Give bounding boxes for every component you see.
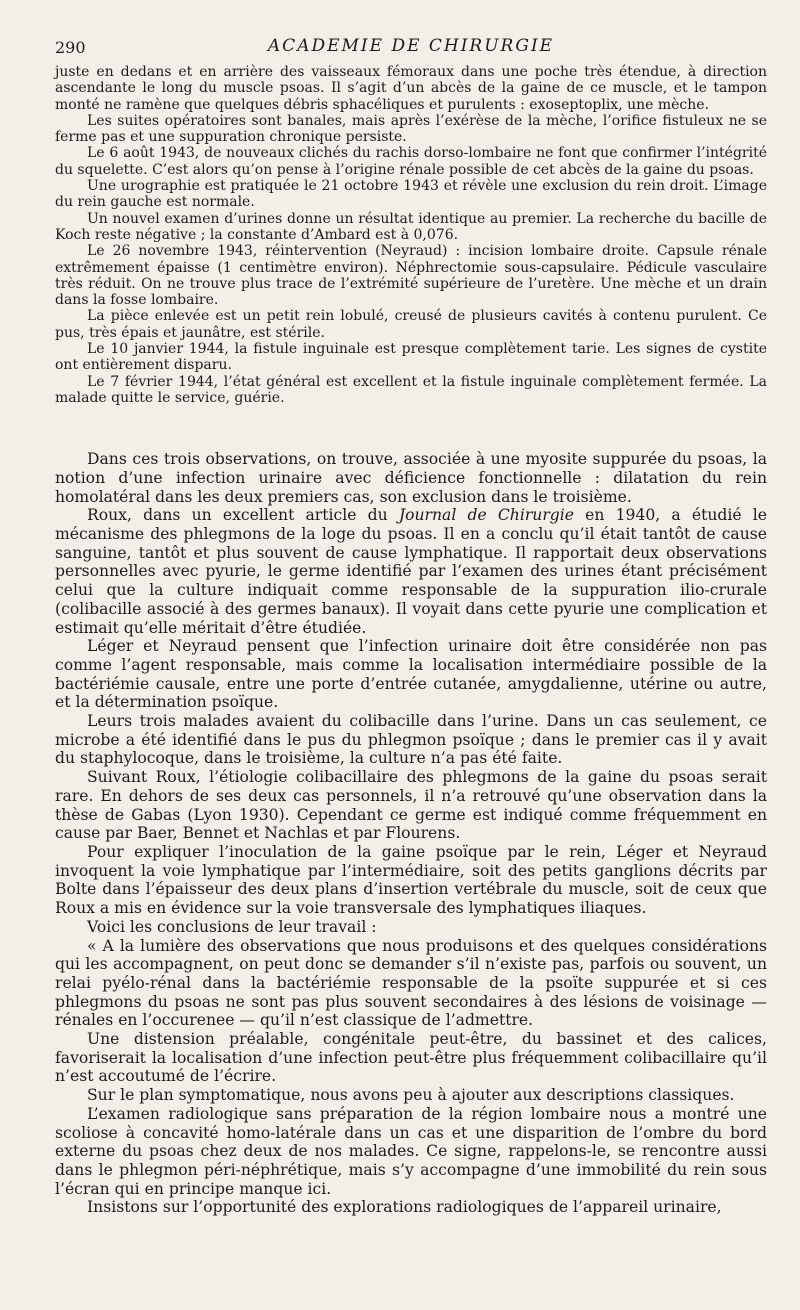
observation-paragraph: Un nouvel examen d’urines donne un résultat identique au premier. La recherche du bacille de Koch reste négative ; la constante d’Ambard est à 0,076. xyxy=(55,210,767,243)
quotation-paragraph: Une distension préalable, congénitale peut-être, du bassinet et des calices, favoriserait la localisation d’une infection peut-être plus fréquemment colibacillaire qu’il n’est accoutumé de l’écrire. xyxy=(55,1030,767,1086)
observation-paragraph: juste en dedans et en arrière des vaisseaux fémoraux dans une poche très étendue, à direction ascendante le long du muscle psoas. Il s’agit d’un abcès de la gaine de ce muscle, et le tampon monté ne ramène que quelques débris sphacéliques et purulents : exoseptoplix, une mèche. xyxy=(55,64,767,113)
journal-page xyxy=(55,32,767,1217)
observation-paragraph: Le 26 novembre 1943, réintervention (Neyraud) : incision lombaire droite. Capsule rénale extrêmement épaisse (1 centimètre environ). Néphrectomie sous-capsulaire. Pédicule vasculaire très réduit. On ne trouve plus trace de l’extrémité supérieure de l’uretère. Une mèche et un drain dans la fosse lombaire. xyxy=(55,243,767,309)
discussion-paragraph: Leurs trois malades avaient du colibacille dans l’urine. Dans un cas seulement, ce microbe a été identifié dans le pus du phlegmon psoïque ; dans le premier cas il y avait du staphylocoque, dans le troisième, la culture n’a pas été faite. xyxy=(55,712,767,768)
discussion-paragraph: Dans ces trois observations, on trouve, associée à une myosite suppurée du psoas, la notion d’une infection urinaire avec déficience fonctionnelle : dilatation du rein homolatéral dans les deux premiers cas, son exclusion dans le troisième. xyxy=(55,450,767,506)
quotation-paragraph: L’examen radiologique sans préparation de la région lombaire nous a montré une scoliose à concavité homo-latérale dans un cas et une disparition de l’ombre du bord externe du psoas chez deux de nos malades. Ce signe, rappelons-le, se rencontre aussi dans le phlegmon péri-néphrétique, mais s’y accompagne d’une immobilité du rein sous l’écran qui en principe manque ici. xyxy=(55,1104,767,1198)
observation-paragraph: Le 6 août 1943, de nouveaux clichés du rachis dorso-lombaire ne font que confirmer l’intégrité du squelette. C’est alors qu’on pense à l’origine rénale possible de cet abcès de la gaine du psoas. xyxy=(55,145,767,178)
discussion-paragraph: Voici les conclusions de leur travail : xyxy=(87,917,377,936)
quotation-paragraph: Sur le plan symptomatique, nous avons peu à ajouter aux descriptions classiques. xyxy=(87,1086,735,1105)
discussion-paragraph-roux xyxy=(55,506,767,637)
observation-paragraph: Une urographie est pratiquée le 21 octobre 1943 et révèle une exclusion du rein droit. L’image du rein gauche est normale. xyxy=(55,178,767,211)
quotation-paragraph: Insistons sur l’opportunité des explorations radiologiques de l’appareil urinaire, xyxy=(87,1198,722,1217)
observation-paragraph: La pièce enlevée est un petit rein lobulé, creusé de plusieurs cavités à contenu purulent. Ce pus, très épais et jaunâtre, est stérile. xyxy=(55,308,767,341)
observation-paragraph: Les suites opératoires sont banales, mais après l’exérèse de la mèche, l’orifice fistuleux ne se ferme pas et une suppuration chronique persiste. xyxy=(55,112,767,146)
discussion-paragraph: Léger et Neyraud pensent que l’infection urinaire doit être considérée non pas comme l’agent responsable, mais comme la localisation intermédiaire possible de la bactériémie causale, entre une porte d’entrée cutanée, amygdalienne, utérine ou autre, et la détermination psoïque. xyxy=(55,637,767,712)
running-title: ACADEMIE DE CHIRURGIE xyxy=(267,36,555,56)
text-run: Roux, dans un excellent article du xyxy=(87,506,399,525)
discussion-paragraph: Pour expliquer l’inoculation de la gaine psoïque par le rein, Léger et Neyraud invoquent la voie lymphatique par l’intermédiaire, soit des petits ganglions décrits par Bolte dans l’épaisseur des deux plans d’insertion vertébrale du muscle, soit de ceux que Roux a mis en évidence sur la voie transversale des lymphatiques iliaques. xyxy=(55,843,767,918)
discussion-section xyxy=(55,450,767,1217)
observation-paragraph: Le 10 janvier 1944, la fistule inguinale est presque complètement tarie. Les signes de cystite ont entièrement disparu. xyxy=(55,341,767,374)
page-header xyxy=(55,32,767,64)
text-run: en 1940, a étudié le mécanisme des phlegmons de la loge du psoas. Il en a conclu qu’il était tantôt de cause sanguine, tantôt et plus souvent de cause lymphatique. Il rapportait deux observations personnelles avec pyurie, le germe identifié par l’examen des urines étant précisément celui que la culture indiquait comme responsable de la suppuration ilio-crurale (colibacille associé à des germes banaux). Il voyait dans cette pyurie une complication et estimait qu’elle méritait d’être étudiée. xyxy=(55,506,767,637)
discussion-paragraph: Suivant Roux, l’étiologie colibacillaire des phlegmons de la gaine du psoas serait rare. En dehors de ses deux cas personnels, il n’a retrouvé qu’une observation dans la thèse de Gabas (Lyon 1930). Cependant ce germe est indiqué comme fréquemment en cause par Baer, Bennet et Nachlas et par Flourens. xyxy=(55,768,767,843)
page-number: 290 xyxy=(55,38,86,57)
journal-title: Journal de Chirurgie xyxy=(398,506,574,525)
quotation-paragraph: « A la lumière des observations que nous produisons et des quelques considérations qui les accompagnent, on peut donc se demander s’il n’existe pas, parfois ou souvent, un relai pyélo-rénal dans la bactériémie responsable de la psoïte suppurée et si ces phlegmons du psoas ne sont pas plus souvent secondaires à des lésions de voisinage — rénales en l’occurenee — qu’il n’est classique de l’admettre. xyxy=(55,936,767,1030)
observation-paragraph: Le 7 février 1944, l’état général est excellent et la fistule inguinale complètement fermée. La malade quitte le service, guérie. xyxy=(55,373,767,406)
observation-section xyxy=(55,64,767,406)
section-gap xyxy=(55,406,767,450)
